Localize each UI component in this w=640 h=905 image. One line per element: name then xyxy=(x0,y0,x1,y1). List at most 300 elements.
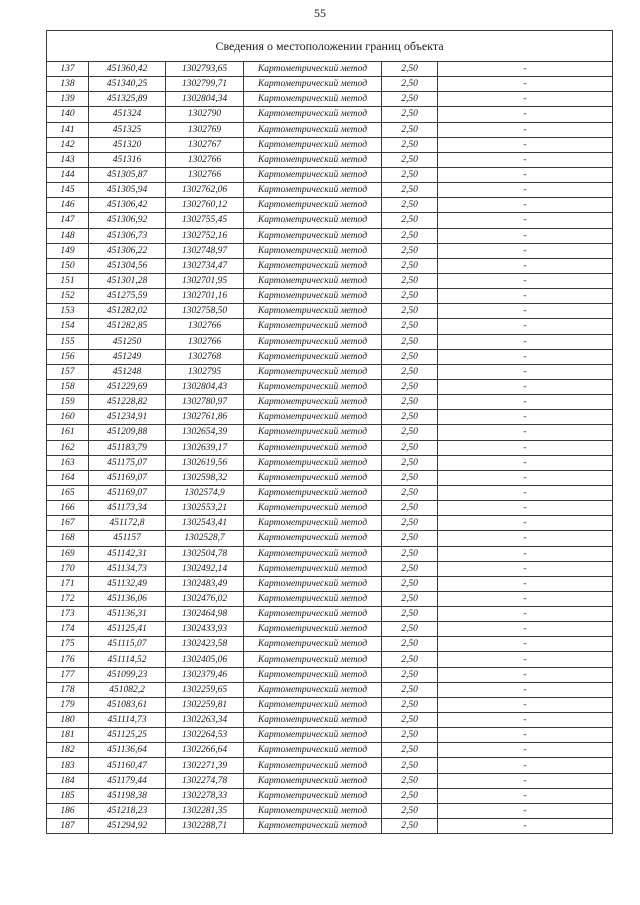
note-cell: - xyxy=(438,349,613,364)
x-coordinate-cell: 451082,2 xyxy=(89,682,166,697)
note-cell: - xyxy=(438,273,613,288)
y-coordinate-cell: 1302760,12 xyxy=(166,198,244,213)
note-cell: - xyxy=(438,743,613,758)
accuracy-cell: 2,50 xyxy=(382,485,438,500)
accuracy-cell: 2,50 xyxy=(382,379,438,394)
accuracy-cell: 2,50 xyxy=(382,561,438,576)
x-coordinate-cell: 451282,02 xyxy=(89,304,166,319)
table-row xyxy=(47,364,613,379)
table-row xyxy=(47,122,613,137)
table-row xyxy=(47,470,613,485)
point-number-cell: 174 xyxy=(47,622,89,637)
method-cell: Картометрический метод xyxy=(244,107,382,122)
y-coordinate-cell: 1302769 xyxy=(166,122,244,137)
x-coordinate-cell: 451125,25 xyxy=(89,728,166,743)
method-cell: Картометрический метод xyxy=(244,470,382,485)
point-number-cell: 151 xyxy=(47,273,89,288)
y-coordinate-cell: 1302543,41 xyxy=(166,516,244,531)
accuracy-cell: 2,50 xyxy=(382,697,438,712)
table-row xyxy=(47,152,613,167)
accuracy-cell: 2,50 xyxy=(382,758,438,773)
table-row xyxy=(47,622,613,637)
accuracy-cell: 2,50 xyxy=(382,622,438,637)
note-cell: - xyxy=(438,243,613,258)
y-coordinate-cell: 1302804,34 xyxy=(166,92,244,107)
accuracy-cell: 2,50 xyxy=(382,652,438,667)
method-cell: Картометрический метод xyxy=(244,682,382,697)
point-number-cell: 185 xyxy=(47,788,89,803)
accuracy-cell: 2,50 xyxy=(382,410,438,425)
x-coordinate-cell: 451136,06 xyxy=(89,591,166,606)
note-cell: - xyxy=(438,788,613,803)
y-coordinate-cell: 1302598,32 xyxy=(166,470,244,485)
accuracy-cell: 2,50 xyxy=(382,349,438,364)
table-row xyxy=(47,713,613,728)
note-cell: - xyxy=(438,183,613,198)
point-number-cell: 157 xyxy=(47,364,89,379)
table-row xyxy=(47,561,613,576)
point-number-cell: 141 xyxy=(47,122,89,137)
point-number-cell: 181 xyxy=(47,728,89,743)
note-cell: - xyxy=(438,319,613,334)
table-row xyxy=(47,425,613,440)
method-cell: Картометрический метод xyxy=(244,273,382,288)
point-number-cell: 176 xyxy=(47,652,89,667)
note-cell: - xyxy=(438,728,613,743)
point-number-cell: 159 xyxy=(47,395,89,410)
y-coordinate-cell: 1302799,71 xyxy=(166,77,244,92)
y-coordinate-cell: 1302405,06 xyxy=(166,652,244,667)
note-cell: - xyxy=(438,304,613,319)
method-cell: Картометрический метод xyxy=(244,319,382,334)
method-cell: Картометрический метод xyxy=(244,122,382,137)
x-coordinate-cell: 451083,61 xyxy=(89,697,166,712)
method-cell: Картометрический метод xyxy=(244,258,382,273)
method-cell: Картометрический метод xyxy=(244,410,382,425)
table-row xyxy=(47,455,613,470)
note-cell: - xyxy=(438,122,613,137)
note-cell: - xyxy=(438,561,613,576)
point-number-cell: 166 xyxy=(47,501,89,516)
note-cell: - xyxy=(438,334,613,349)
method-cell: Картометрический метод xyxy=(244,167,382,182)
table-row xyxy=(47,591,613,606)
y-coordinate-cell: 1302734,47 xyxy=(166,258,244,273)
table-row xyxy=(47,576,613,591)
note-cell: - xyxy=(438,819,613,834)
table-row xyxy=(47,258,613,273)
method-cell: Картометрический метод xyxy=(244,773,382,788)
accuracy-cell: 2,50 xyxy=(382,167,438,182)
point-number-cell: 169 xyxy=(47,546,89,561)
table-row xyxy=(47,107,613,122)
point-number-cell: 180 xyxy=(47,713,89,728)
y-coordinate-cell: 1302701,95 xyxy=(166,273,244,288)
note-cell: - xyxy=(438,697,613,712)
note-cell: - xyxy=(438,758,613,773)
point-number-cell: 182 xyxy=(47,743,89,758)
point-number-cell: 183 xyxy=(47,758,89,773)
method-cell: Картометрический метод xyxy=(244,334,382,349)
x-coordinate-cell: 451250 xyxy=(89,334,166,349)
accuracy-cell: 2,50 xyxy=(382,77,438,92)
method-cell: Картометрический метод xyxy=(244,425,382,440)
point-number-cell: 175 xyxy=(47,637,89,652)
point-number-cell: 162 xyxy=(47,440,89,455)
table-row xyxy=(47,319,613,334)
accuracy-cell: 2,50 xyxy=(382,425,438,440)
method-cell: Картометрический метод xyxy=(244,440,382,455)
table-row xyxy=(47,501,613,516)
point-number-cell: 161 xyxy=(47,425,89,440)
accuracy-cell: 2,50 xyxy=(382,803,438,818)
note-cell: - xyxy=(438,395,613,410)
x-coordinate-cell: 451125,41 xyxy=(89,622,166,637)
table-row xyxy=(47,803,613,818)
point-number-cell: 152 xyxy=(47,289,89,304)
method-cell: Картометрический метод xyxy=(244,697,382,712)
method-cell: Картометрический метод xyxy=(244,349,382,364)
table-row xyxy=(47,213,613,228)
method-cell: Картометрический метод xyxy=(244,531,382,546)
accuracy-cell: 2,50 xyxy=(382,213,438,228)
accuracy-cell: 2,50 xyxy=(382,591,438,606)
point-number-cell: 177 xyxy=(47,667,89,682)
point-number-cell: 138 xyxy=(47,77,89,92)
table-row xyxy=(47,77,613,92)
accuracy-cell: 2,50 xyxy=(382,334,438,349)
y-coordinate-cell: 1302793,65 xyxy=(166,62,244,77)
note-cell: - xyxy=(438,546,613,561)
y-coordinate-cell: 1302762,06 xyxy=(166,183,244,198)
table-row xyxy=(47,682,613,697)
accuracy-cell: 2,50 xyxy=(382,531,438,546)
y-coordinate-cell: 1302483,49 xyxy=(166,576,244,591)
x-coordinate-cell: 451316 xyxy=(89,152,166,167)
note-cell: - xyxy=(438,425,613,440)
table-row xyxy=(47,652,613,667)
accuracy-cell: 2,50 xyxy=(382,395,438,410)
table-row xyxy=(47,137,613,152)
y-coordinate-cell: 1302768 xyxy=(166,349,244,364)
accuracy-cell: 2,50 xyxy=(382,258,438,273)
point-number-cell: 139 xyxy=(47,92,89,107)
point-number-cell: 140 xyxy=(47,107,89,122)
page-number: 55 xyxy=(314,6,326,20)
point-number-cell: 137 xyxy=(47,62,89,77)
note-cell: - xyxy=(438,485,613,500)
boundary-coordinates-table xyxy=(46,30,613,834)
note-cell: - xyxy=(438,440,613,455)
method-cell: Картометрический метод xyxy=(244,591,382,606)
x-coordinate-cell: 451282,85 xyxy=(89,319,166,334)
accuracy-cell: 2,50 xyxy=(382,364,438,379)
accuracy-cell: 2,50 xyxy=(382,819,438,834)
method-cell: Картометрический метод xyxy=(244,304,382,319)
note-cell: - xyxy=(438,167,613,182)
y-coordinate-cell: 1302379,46 xyxy=(166,667,244,682)
x-coordinate-cell: 451340,25 xyxy=(89,77,166,92)
accuracy-cell: 2,50 xyxy=(382,728,438,743)
y-coordinate-cell: 1302274,78 xyxy=(166,773,244,788)
accuracy-cell: 2,50 xyxy=(382,62,438,77)
accuracy-cell: 2,50 xyxy=(382,667,438,682)
point-number-cell: 173 xyxy=(47,607,89,622)
x-coordinate-cell: 451114,73 xyxy=(89,713,166,728)
method-cell: Картометрический метод xyxy=(244,576,382,591)
x-coordinate-cell: 451301,28 xyxy=(89,273,166,288)
x-coordinate-cell: 451183,79 xyxy=(89,440,166,455)
table-row xyxy=(47,92,613,107)
table-row xyxy=(47,743,613,758)
y-coordinate-cell: 1302259,81 xyxy=(166,697,244,712)
x-coordinate-cell: 451114,52 xyxy=(89,652,166,667)
method-cell: Картометрический метод xyxy=(244,788,382,803)
accuracy-cell: 2,50 xyxy=(382,243,438,258)
x-coordinate-cell: 451172,8 xyxy=(89,516,166,531)
note-cell: - xyxy=(438,137,613,152)
method-cell: Картометрический метод xyxy=(244,243,382,258)
table-row xyxy=(47,697,613,712)
table-row xyxy=(47,788,613,803)
y-coordinate-cell: 1302259,65 xyxy=(166,682,244,697)
y-coordinate-cell: 1302804,43 xyxy=(166,379,244,394)
method-cell: Картометрический метод xyxy=(244,803,382,818)
note-cell: - xyxy=(438,667,613,682)
x-coordinate-cell: 451324 xyxy=(89,107,166,122)
accuracy-cell: 2,50 xyxy=(382,228,438,243)
accuracy-cell: 2,50 xyxy=(382,455,438,470)
y-coordinate-cell: 1302766 xyxy=(166,167,244,182)
point-number-cell: 143 xyxy=(47,152,89,167)
x-coordinate-cell: 451169,07 xyxy=(89,470,166,485)
y-coordinate-cell: 1302748,97 xyxy=(166,243,244,258)
method-cell: Картометрический метод xyxy=(244,183,382,198)
point-number-cell: 163 xyxy=(47,455,89,470)
note-cell: - xyxy=(438,228,613,243)
point-number-cell: 170 xyxy=(47,561,89,576)
point-number-cell: 147 xyxy=(47,213,89,228)
y-coordinate-cell: 1302263,34 xyxy=(166,713,244,728)
table-row xyxy=(47,819,613,834)
method-cell: Картометрический метод xyxy=(244,667,382,682)
accuracy-cell: 2,50 xyxy=(382,546,438,561)
point-number-cell: 172 xyxy=(47,591,89,606)
method-cell: Картометрический метод xyxy=(244,622,382,637)
note-cell: - xyxy=(438,576,613,591)
point-number-cell: 145 xyxy=(47,183,89,198)
accuracy-cell: 2,50 xyxy=(382,682,438,697)
method-cell: Картометрический метод xyxy=(244,728,382,743)
point-number-cell: 149 xyxy=(47,243,89,258)
x-coordinate-cell: 451099,23 xyxy=(89,667,166,682)
x-coordinate-cell: 451229,69 xyxy=(89,379,166,394)
note-cell: - xyxy=(438,77,613,92)
table-row xyxy=(47,379,613,394)
x-coordinate-cell: 451228,82 xyxy=(89,395,166,410)
y-coordinate-cell: 1302492,14 xyxy=(166,561,244,576)
point-number-cell: 167 xyxy=(47,516,89,531)
method-cell: Картометрический метод xyxy=(244,607,382,622)
note-cell: - xyxy=(438,773,613,788)
y-coordinate-cell: 1302528,7 xyxy=(166,531,244,546)
x-coordinate-cell: 451306,42 xyxy=(89,198,166,213)
table-row xyxy=(47,395,613,410)
x-coordinate-cell: 451134,73 xyxy=(89,561,166,576)
y-coordinate-cell: 1302752,16 xyxy=(166,228,244,243)
x-coordinate-cell: 451136,64 xyxy=(89,743,166,758)
table-row xyxy=(47,183,613,198)
note-cell: - xyxy=(438,455,613,470)
point-number-cell: 142 xyxy=(47,137,89,152)
point-number-cell: 158 xyxy=(47,379,89,394)
table-row xyxy=(47,607,613,622)
x-coordinate-cell: 451173,34 xyxy=(89,501,166,516)
note-cell: - xyxy=(438,591,613,606)
point-number-cell: 186 xyxy=(47,803,89,818)
y-coordinate-cell: 1302574,9 xyxy=(166,485,244,500)
table-row xyxy=(47,516,613,531)
method-cell: Картометрический метод xyxy=(244,485,382,500)
x-coordinate-cell: 451305,87 xyxy=(89,167,166,182)
table-row xyxy=(47,440,613,455)
table-row xyxy=(47,531,613,546)
point-number-cell: 168 xyxy=(47,531,89,546)
x-coordinate-cell: 451249 xyxy=(89,349,166,364)
method-cell: Картометрический метод xyxy=(244,137,382,152)
x-coordinate-cell: 451306,22 xyxy=(89,243,166,258)
accuracy-cell: 2,50 xyxy=(382,501,438,516)
table-row xyxy=(47,228,613,243)
accuracy-cell: 2,50 xyxy=(382,273,438,288)
x-coordinate-cell: 451115,07 xyxy=(89,637,166,652)
point-number-cell: 146 xyxy=(47,198,89,213)
note-cell: - xyxy=(438,622,613,637)
x-coordinate-cell: 451320 xyxy=(89,137,166,152)
method-cell: Картометрический метод xyxy=(244,743,382,758)
x-coordinate-cell: 451325 xyxy=(89,122,166,137)
method-cell: Картометрический метод xyxy=(244,92,382,107)
method-cell: Картометрический метод xyxy=(244,228,382,243)
note-cell: - xyxy=(438,501,613,516)
y-coordinate-cell: 1302639,17 xyxy=(166,440,244,455)
x-coordinate-cell: 451304,56 xyxy=(89,258,166,273)
method-cell: Картометрический метод xyxy=(244,198,382,213)
x-coordinate-cell: 451198,38 xyxy=(89,788,166,803)
method-cell: Картометрический метод xyxy=(244,395,382,410)
point-number-cell: 160 xyxy=(47,410,89,425)
accuracy-cell: 2,50 xyxy=(382,713,438,728)
y-coordinate-cell: 1302758,50 xyxy=(166,304,244,319)
note-cell: - xyxy=(438,410,613,425)
table-row xyxy=(47,728,613,743)
y-coordinate-cell: 1302755,45 xyxy=(166,213,244,228)
accuracy-cell: 2,50 xyxy=(382,304,438,319)
note-cell: - xyxy=(438,713,613,728)
x-coordinate-cell: 451218,23 xyxy=(89,803,166,818)
note-cell: - xyxy=(438,62,613,77)
method-cell: Картометрический метод xyxy=(244,152,382,167)
x-coordinate-cell: 451142,31 xyxy=(89,546,166,561)
accuracy-cell: 2,50 xyxy=(382,607,438,622)
note-cell: - xyxy=(438,682,613,697)
accuracy-cell: 2,50 xyxy=(382,152,438,167)
accuracy-cell: 2,50 xyxy=(382,107,438,122)
y-coordinate-cell: 1302654,39 xyxy=(166,425,244,440)
y-coordinate-cell: 1302288,71 xyxy=(166,819,244,834)
note-cell: - xyxy=(438,379,613,394)
x-coordinate-cell: 451294,92 xyxy=(89,819,166,834)
accuracy-cell: 2,50 xyxy=(382,773,438,788)
table-row xyxy=(47,334,613,349)
point-number-cell: 153 xyxy=(47,304,89,319)
x-coordinate-cell: 451136,31 xyxy=(89,607,166,622)
note-cell: - xyxy=(438,470,613,485)
y-coordinate-cell: 1302266,64 xyxy=(166,743,244,758)
accuracy-cell: 2,50 xyxy=(382,92,438,107)
table-row xyxy=(47,273,613,288)
point-number-cell: 165 xyxy=(47,485,89,500)
table-row xyxy=(47,485,613,500)
point-number-cell: 171 xyxy=(47,576,89,591)
x-coordinate-cell: 451306,73 xyxy=(89,228,166,243)
table-row xyxy=(47,304,613,319)
accuracy-cell: 2,50 xyxy=(382,183,438,198)
y-coordinate-cell: 1302476,02 xyxy=(166,591,244,606)
table-row xyxy=(47,198,613,213)
point-number-cell: 155 xyxy=(47,334,89,349)
method-cell: Картометрический метод xyxy=(244,213,382,228)
method-cell: Картометрический метод xyxy=(244,561,382,576)
x-coordinate-cell: 451157 xyxy=(89,531,166,546)
y-coordinate-cell: 1302619,56 xyxy=(166,455,244,470)
accuracy-cell: 2,50 xyxy=(382,637,438,652)
note-cell: - xyxy=(438,289,613,304)
x-coordinate-cell: 451160,47 xyxy=(89,758,166,773)
y-coordinate-cell: 1302504,78 xyxy=(166,546,244,561)
x-coordinate-cell: 451306,92 xyxy=(89,213,166,228)
x-coordinate-cell: 451325,89 xyxy=(89,92,166,107)
accuracy-cell: 2,50 xyxy=(382,743,438,758)
note-cell: - xyxy=(438,637,613,652)
y-coordinate-cell: 1302766 xyxy=(166,334,244,349)
accuracy-cell: 2,50 xyxy=(382,576,438,591)
method-cell: Картометрический метод xyxy=(244,455,382,470)
note-cell: - xyxy=(438,198,613,213)
point-number-cell: 179 xyxy=(47,697,89,712)
method-cell: Картометрический метод xyxy=(244,77,382,92)
table-row xyxy=(47,667,613,682)
y-coordinate-cell: 1302780,97 xyxy=(166,395,244,410)
method-cell: Картометрический метод xyxy=(244,289,382,304)
accuracy-cell: 2,50 xyxy=(382,319,438,334)
table-row xyxy=(47,167,613,182)
x-coordinate-cell: 451175,07 xyxy=(89,455,166,470)
note-cell: - xyxy=(438,607,613,622)
y-coordinate-cell: 1302795 xyxy=(166,364,244,379)
x-coordinate-cell: 451179,44 xyxy=(89,773,166,788)
accuracy-cell: 2,50 xyxy=(382,198,438,213)
table-row xyxy=(47,637,613,652)
method-cell: Картометрический метод xyxy=(244,758,382,773)
table-row xyxy=(47,773,613,788)
method-cell: Картометрический метод xyxy=(244,379,382,394)
accuracy-cell: 2,50 xyxy=(382,289,438,304)
accuracy-cell: 2,50 xyxy=(382,137,438,152)
note-cell: - xyxy=(438,92,613,107)
table-row xyxy=(47,758,613,773)
method-cell: Картометрический метод xyxy=(244,652,382,667)
